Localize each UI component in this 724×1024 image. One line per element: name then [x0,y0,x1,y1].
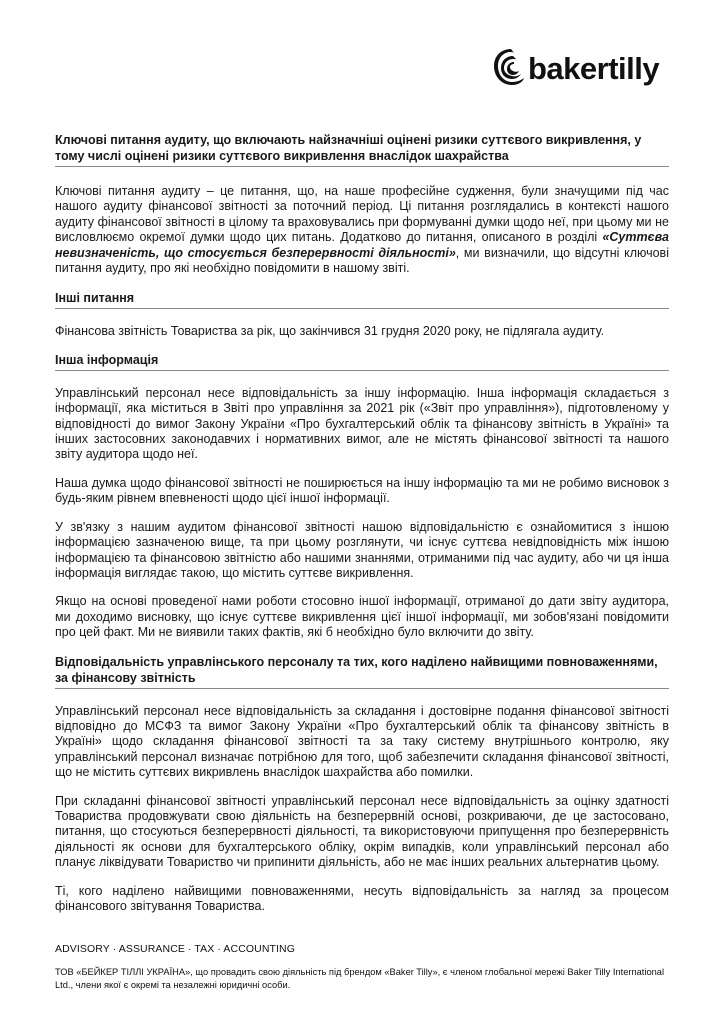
kam-text-part-1: Ключові питання аудиту – це питання, що, на наше професійне судження, були значущими під час нашого аудиту фінансової звітності за поточний період. Ці питання розглядались в контексті нашого аудиту фінансової звітності в цілому та враховувались при формуванні думки щодо неї, при цьому ми не висловлюємо окремої думки щодо цих питань. Додатково до питання, описаного в розділі [55,184,669,245]
heading-management-responsibility: Відповідальність управлінського персоналу та тих, кого наділено найвищими повноваженнями, за фінансову звітність [55,654,669,689]
kam-section-reference: «Суттєва невизначеність, що стосується безперервності діяльності» [55,230,669,260]
management-responsibility-paragraph-2: При складанні фінансової звітності управлінський персонал несе відповідальність за оцінку здатності Товариства продовжувати свою діяльність на безперервній основі, розкриваючи, де це застосовано, питання, що стосуються безперервності діяльності, та використовуючи припущення про безперервність діяльності як основи для бухгалтерського обліку, окрім випадків, коли управлінський персонал або планує ліквідувати Товариство чи припинити діяльність, або не має інших реальних альтернатив цьому. [55,793,669,870]
brand-logo [493,42,673,92]
footer-tagline: ADVISORY · ASSURANCE · TAX · ACCOUNTING [55,943,296,955]
key-audit-matters-paragraph [55,184,669,276]
other-information-paragraph-1: Управлінський персонал несе відповідальність за іншу інформацію. Інша інформація складається з інформації, яка міститься в Звіті про управління за 2021 рік («Звіт про управління»), підготовленому у відповідності до вимог Закону України «Про бухгалтерський облік та фінансову звітність в Україні» та інших застосовних законодавчих і нормативних вимог, але не містять фінансової звітності та нашого звіту аудитора щодо неї. [55,385,669,462]
other-information-paragraph-3: У зв'язку з нашим аудитом фінансової звітності нашою відповідальністю є ознайомитися з іншою інформацією зазначеною вище, та при цьому розглянути, чи існує суттєва невідповідність між іншою інформацією та фінансовою звітністю або нашими знаннями, отриманими під час аудиту, або чи ця інша інформація виглядає такою, що містить суттєве викривлення. [55,519,669,580]
kam-text-part-2: , ми визначили, що відсутні ключові питання аудиту, про які необхідно повідомити в нашому звіті. [55,245,669,276]
heading-other-matters: Інші питання [55,290,669,309]
heading-key-audit-matters: Ключові питання аудиту, що включають найзначніші оцінені ризики суттєвого викривлення, у тому числі оцінені ризики суттєвого викривлення внаслідок шахрайства [55,132,669,167]
other-information-paragraph-2: Наша думка щодо фінансової звітності не поширюється на іншу інформацію та ми не робимо висновок з будь-яким рівнем впевненості щодо цієї іншої інформації. [55,475,669,506]
report-content [55,132,669,914]
footer-legal-notice: ТОВ «БЕЙКЕР ТІЛЛІ УКРАЇНА», що провадить свою діяльність під брендом «Baker Tilly», є членом глобальної мережі Baker Tilly International Ltd., члени якої є окремі та незалежні юридичні особи. [55,967,665,990]
other-matters-paragraph: Фінансова звітність Товариства за рік, що закінчився 31 грудня 2020 року, не підлягала аудиту. [55,324,605,339]
other-information-paragraph-4: Якщо на основі проведеної нами роботи стосовно іншої інформації, отриманої до дати звіту аудитора, ми доходимо висновку, що існує суттєве викривлення цієї іншої інформації, ми зобов'язані повідомити про цей факт. Ми не виявили таких фактів, які б необхідно було включити до звіту. [55,594,669,640]
brand-name: bakertilly [528,50,660,86]
bakertilly-swirl-icon [493,47,525,87]
heading-other-information: Інша інформація [55,352,669,371]
management-responsibility-paragraph-3: Ті, кого наділено найвищими повноваженнями, несуть відповідальність за нагляд за процесом фінансового звітування Товариства. [55,883,669,913]
management-responsibility-paragraph-1: Управлінський персонал несе відповідальність за складання і достовірне подання фінансової звітності відповідно до МСФЗ та вимог Закону України «Про бухгалтерський облік та фінансову звітність в Україні» щодо складання фінансової звітності та за таку систему внутрішнього контролю, яку управлінський персонал визначає потрібною для того, щоб забезпечити складання фінансової звітності, що не містить суттєвих викривлень внаслідок шахрайства або помилки. [55,703,669,780]
